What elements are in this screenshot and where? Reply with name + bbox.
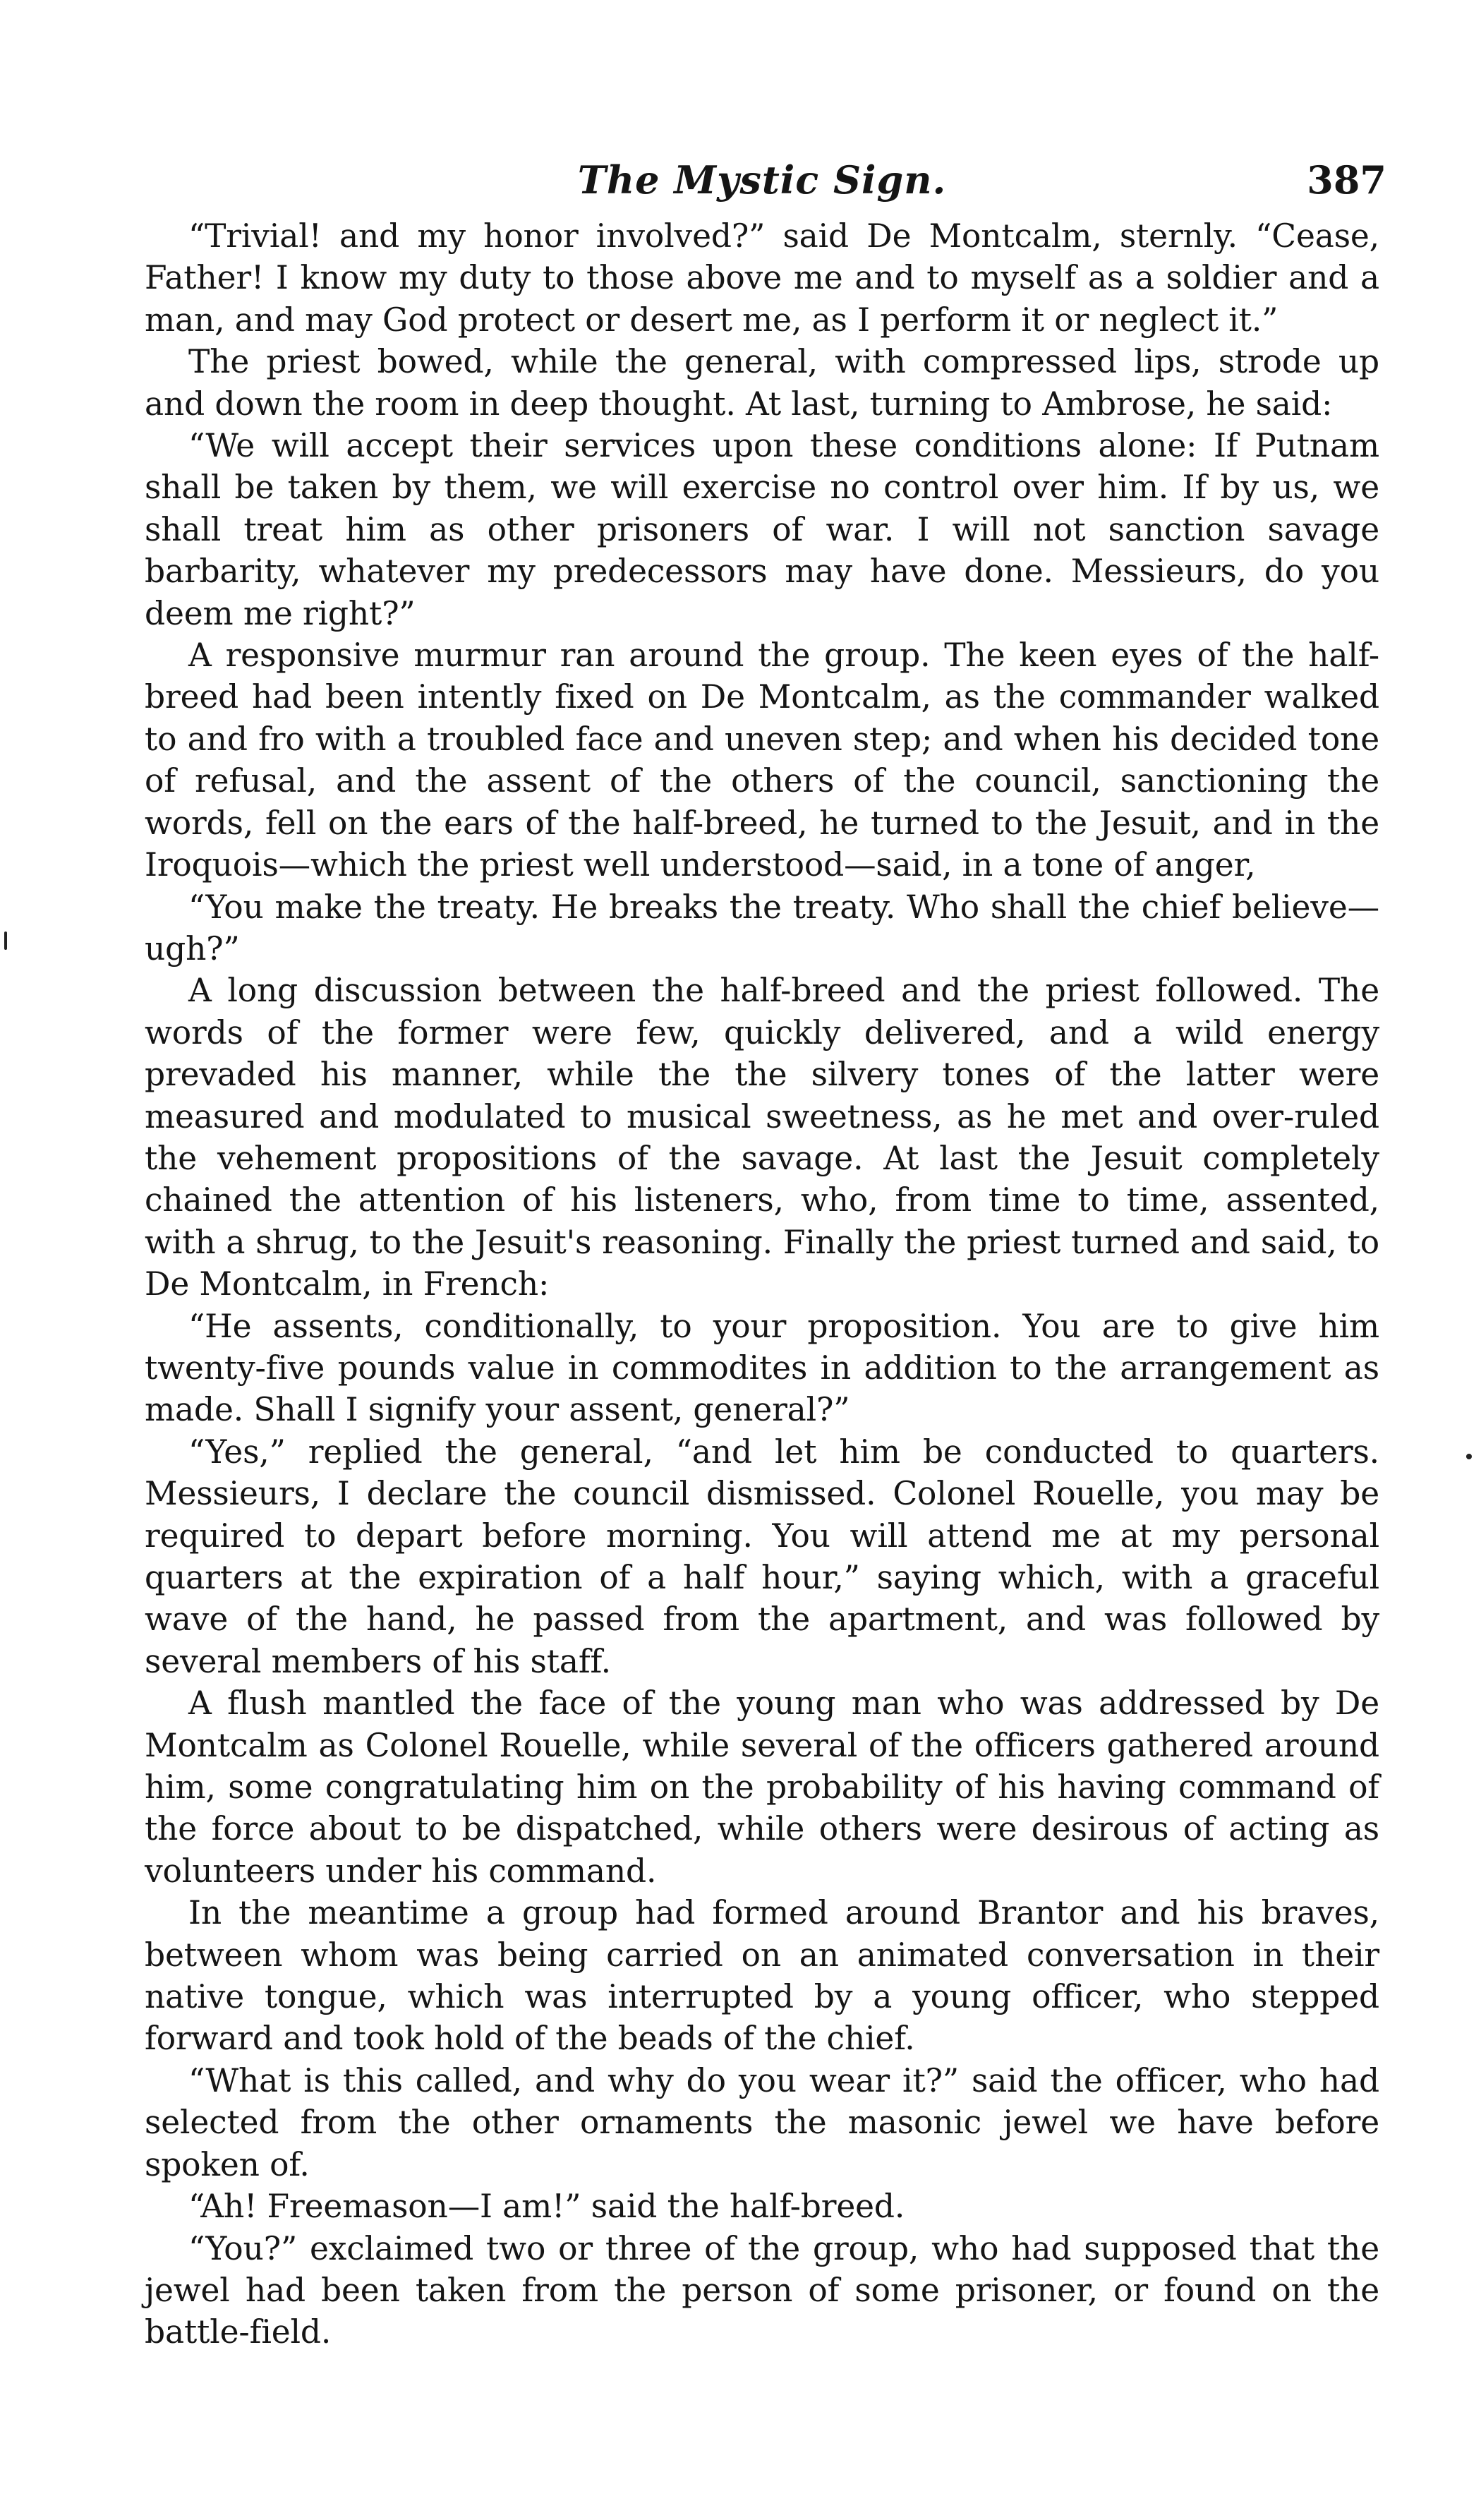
paragraph: “What is this called, and why do you wear it?” said the officer, who had selected from the other ornaments the masonic jewel we have before spoken of. (145, 2061, 1379, 2183)
paragraph: A long discussion between the half-breed and the priest followed. The words of the former were few, quickly delivered, and a wild energy prevaded his manner, while the the silvery tones of the latter were measured and modulated to musical sweetness, as he met and over-ruled the vehement propositions of the savage. At last the Jesuit completely chained the attention of his listeners, who, from time to time, assented, with a shrug, to the Jesuit's reasoning. Finally the priest turned and said, to De Montcalm, in French: (145, 972, 1379, 1303)
scan-edge-mark (4, 932, 7, 950)
paragraph: “He assents, conditionally, to your proposition. You are to give him twenty-five pounds value in commodites in addition to the arrangement as made. Shall I signify your assent, general?” (145, 1307, 1379, 1429)
paragraph: The priest bowed, while the general, with compressed lips, strode up and down the room in deep thought. At last, turning to Ambrose, he said: (145, 343, 1379, 423)
paragraph: In the meantime a group had formed around Brantor and his braves, between whom was being carried on an animated conversation in their native tongue, which was interrupted by a young officer, who stepped forward and took hold of the beads of the chief. (145, 1894, 1379, 2058)
paragraph: “Yes,” replied the general, “and let him be conducted to quarters. Messieurs, I declare the council dismissed. Colonel Rouelle, you may be required to depart before morning. You will attend me at my personal quarters at the expiration of a half hour,” saying which, with a graceful wave of the hand, he passed from the apartment, and was followed by several members of his staff. (145, 1433, 1379, 1680)
scan-edge-mark (1466, 1454, 1472, 1459)
page-header (145, 145, 1386, 215)
paragraph: A responsive murmur ran around the group. The keen eyes of the half-breed had been intently fixed on De Montcalm, as the commander walked to and fro with a troubled face and uneven step; and when his decided tone of refusal, and the assent of the others of the council, sanctioning the words, fell on the ears of the half-breed, he turned to the Jesuit, and in the Iroquois—which the priest well understood—said, in a tone of anger, (145, 637, 1379, 884)
paragraph: “We will accept their services upon these conditions alone: If Putnam shall be taken by them, we will exercise no control over him. If by us, we shall treat him as other prisoners of war. I will not sanction savage barbarity, whatever my predecessors may have done. Messieurs, do you deem me right?” (145, 427, 1379, 632)
running-title: The Mystic Sign. (577, 157, 947, 203)
paragraph: A flush mantled the face of the young man who was addressed by De Montcalm as Colonel Rouelle, while several of the officers gathered around him, some congratulating him on the probability of his having command of the force about to be dispatched, while others were desirous of acting as volunteers under his command. (145, 1684, 1379, 1890)
paragraph: “Ah! Freemason—I am!” said the half-breed. (188, 2188, 905, 2226)
body-text (145, 215, 1379, 2353)
paragraph: “You make the treaty. He breaks the treaty. Who shall the chief believe—ugh?” (145, 888, 1379, 967)
book-page (145, 145, 1386, 2353)
paragraph: “Trivial! and my honor involved?” said De Montcalm, sternly. “Cease, Father! I know my duty to those above me and to myself as a soldier and a man, and may God protect or desert me, as I perform it or neglect it.” (145, 217, 1379, 339)
page-number: 387 (1307, 157, 1386, 203)
paragraph: “You?” exclaimed two or three of the group, who had supposed that the jewel had been taken from the person of some prisoner, or found on the battle-field. (145, 2229, 1379, 2351)
